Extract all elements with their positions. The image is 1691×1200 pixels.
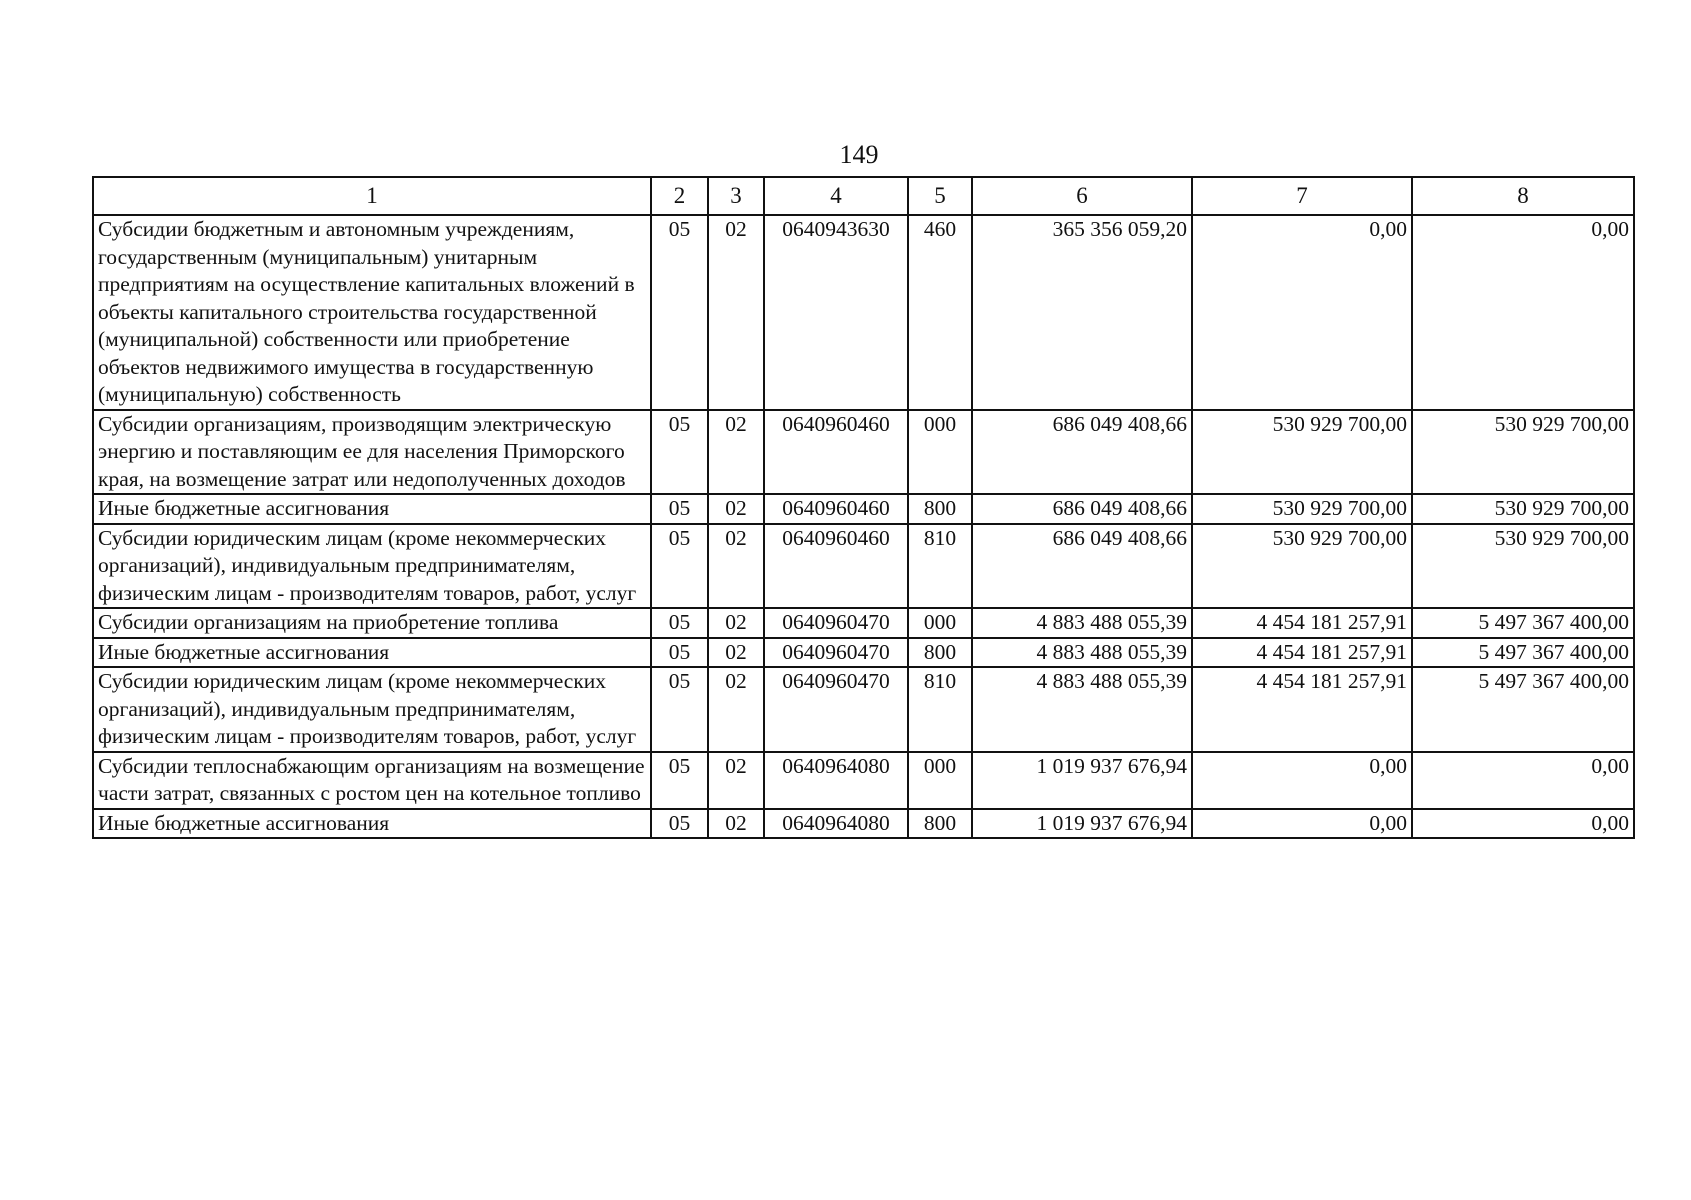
row-amount-2: 530 929 700,00 <box>1192 524 1412 609</box>
row-amount-2: 4 454 181 257,91 <box>1192 608 1412 638</box>
row-subsection: 02 <box>708 667 764 752</box>
header-row <box>93 177 1634 215</box>
row-name: Субсидии организациям, производящим электрическую энергию и поставляющим ее для населения Приморского края, на возмещение затрат или недополученных доходов <box>93 410 651 495</box>
row-amount-1: 1 019 937 676,94 <box>972 752 1192 809</box>
row-target-article: 0640964080 <box>764 752 908 809</box>
row-amount-1: 4 883 488 055,39 <box>972 638 1192 668</box>
table-row <box>93 524 1634 609</box>
row-name: Иные бюджетные ассигнования <box>93 809 651 839</box>
row-amount-2: 4 454 181 257,91 <box>1192 638 1412 668</box>
row-name: Субсидии юридическим лицам (кроме некоммерческих организаций), индивидуальным предпринимателям, физическим лицам - производителям товаров, работ, услуг <box>93 667 651 752</box>
row-subsection: 02 <box>708 524 764 609</box>
row-target-article: 0640960470 <box>764 608 908 638</box>
row-target-article: 0640943630 <box>764 215 908 410</box>
row-target-article: 0640960470 <box>764 667 908 752</box>
row-expense-type: 800 <box>908 809 972 839</box>
column-header: 7 <box>1192 177 1412 215</box>
row-amount-1: 4 883 488 055,39 <box>972 608 1192 638</box>
table-row <box>93 608 1634 638</box>
column-header: 5 <box>908 177 972 215</box>
row-expense-type: 800 <box>908 638 972 668</box>
row-name: Субсидии юридическим лицам (кроме некоммерческих организаций), индивидуальным предпринимателям, физическим лицам - производителям товаров, работ, услуг <box>93 524 651 609</box>
row-name: Иные бюджетные ассигнования <box>93 494 651 524</box>
column-header: 6 <box>972 177 1192 215</box>
row-section: 05 <box>651 410 708 495</box>
budget-table <box>92 176 1635 839</box>
table-row <box>93 494 1634 524</box>
row-amount-3: 0,00 <box>1412 215 1634 410</box>
row-target-article: 0640960470 <box>764 638 908 668</box>
row-amount-1: 1 019 937 676,94 <box>972 809 1192 839</box>
row-amount-3: 5 497 367 400,00 <box>1412 667 1634 752</box>
row-amount-2: 530 929 700,00 <box>1192 494 1412 524</box>
row-target-article: 0640960460 <box>764 494 908 524</box>
row-section: 05 <box>651 752 708 809</box>
row-subsection: 02 <box>708 494 764 524</box>
row-amount-1: 686 049 408,66 <box>972 494 1192 524</box>
row-expense-type: 810 <box>908 524 972 609</box>
row-section: 05 <box>651 608 708 638</box>
row-subsection: 02 <box>708 752 764 809</box>
row-amount-3: 0,00 <box>1412 752 1634 809</box>
table-row <box>93 410 1634 495</box>
row-subsection: 02 <box>708 215 764 410</box>
row-amount-2: 0,00 <box>1192 809 1412 839</box>
row-amount-2: 4 454 181 257,91 <box>1192 667 1412 752</box>
row-amount-3: 530 929 700,00 <box>1412 524 1634 609</box>
row-amount-3: 5 497 367 400,00 <box>1412 608 1634 638</box>
table-row <box>93 667 1634 752</box>
row-amount-2: 0,00 <box>1192 215 1412 410</box>
row-section: 05 <box>651 215 708 410</box>
table-row <box>93 638 1634 668</box>
table-row <box>93 752 1634 809</box>
row-section: 05 <box>651 809 708 839</box>
row-expense-type: 810 <box>908 667 972 752</box>
column-header: 2 <box>651 177 708 215</box>
row-amount-2: 530 929 700,00 <box>1192 410 1412 495</box>
row-name: Субсидии теплоснабжающим организациям на возмещение части затрат, связанных с ростом цен на котельное топливо <box>93 752 651 809</box>
column-header: 1 <box>93 177 651 215</box>
row-amount-1: 686 049 408,66 <box>972 524 1192 609</box>
row-section: 05 <box>651 524 708 609</box>
row-target-article: 0640964080 <box>764 809 908 839</box>
row-amount-2: 0,00 <box>1192 752 1412 809</box>
row-name: Иные бюджетные ассигнования <box>93 638 651 668</box>
row-amount-3: 5 497 367 400,00 <box>1412 638 1634 668</box>
row-target-article: 0640960460 <box>764 410 908 495</box>
row-expense-type: 800 <box>908 494 972 524</box>
row-name: Субсидии бюджетным и автономным учреждениям, государственным (муниципальным) унитарным предприятиям на осуществление капитальных вложений в объекты капитального строительства государственной (муниципальной) собственности или приобретение объектов недвижимого имущества в государственную (муниципальную) собственность <box>93 215 651 410</box>
row-target-article: 0640960460 <box>764 524 908 609</box>
row-section: 05 <box>651 667 708 752</box>
row-subsection: 02 <box>708 638 764 668</box>
row-subsection: 02 <box>708 809 764 839</box>
table-row <box>93 809 1634 839</box>
row-name: Субсидии организациям на приобретение топлива <box>93 608 651 638</box>
row-amount-1: 4 883 488 055,39 <box>972 667 1192 752</box>
row-expense-type: 000 <box>908 608 972 638</box>
page-number: 149 <box>839 140 879 169</box>
table-row <box>93 215 1634 410</box>
row-expense-type: 460 <box>908 215 972 410</box>
row-section: 05 <box>651 638 708 668</box>
row-section: 05 <box>651 494 708 524</box>
row-amount-1: 686 049 408,66 <box>972 410 1192 495</box>
row-amount-3: 530 929 700,00 <box>1412 410 1634 495</box>
column-header: 4 <box>764 177 908 215</box>
column-header: 8 <box>1412 177 1634 215</box>
row-expense-type: 000 <box>908 752 972 809</box>
row-subsection: 02 <box>708 410 764 495</box>
row-amount-3: 0,00 <box>1412 809 1634 839</box>
column-header: 3 <box>708 177 764 215</box>
row-subsection: 02 <box>708 608 764 638</box>
row-expense-type: 000 <box>908 410 972 495</box>
row-amount-1: 365 356 059,20 <box>972 215 1192 410</box>
row-amount-3: 530 929 700,00 <box>1412 494 1634 524</box>
